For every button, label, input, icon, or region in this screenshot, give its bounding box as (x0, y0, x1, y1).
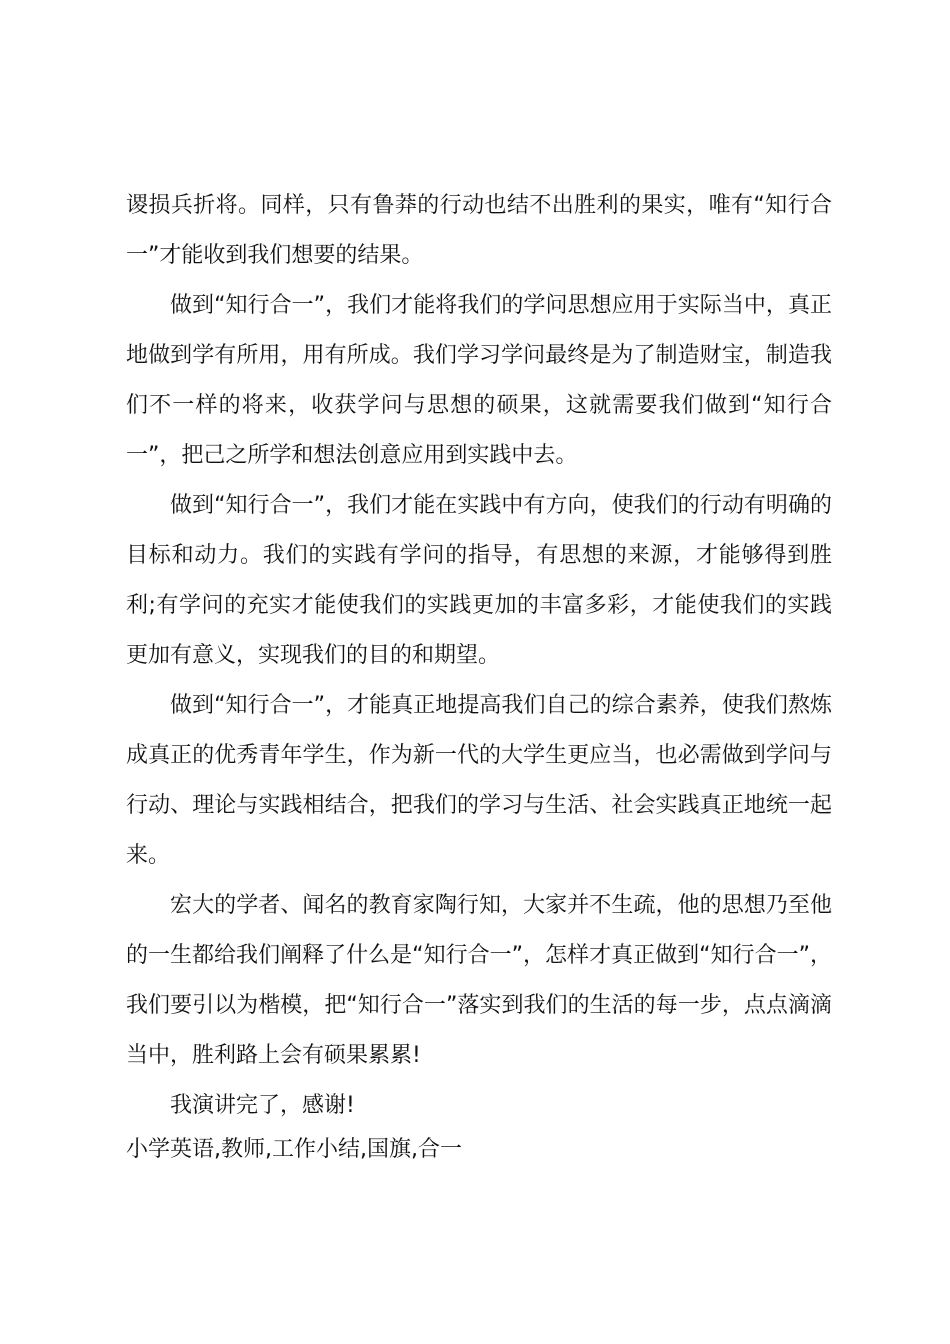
keywords-line: 小学英语,教师,工作小结,国旗,合一 (126, 1137, 462, 1162)
paragraph-continuation: 谡损兵折将。同样，只有鲁莽的行动也结不出胜利的果实，唯有“知行合一”才能收到我们想要的结果。 (126, 193, 832, 268)
document-body (126, 181, 832, 1131)
paragraph: 做到“知行合一”，我们才能将我们的学问思想应用于实际当中，真正地做到学有所用，用有所成。我们学习学问最终是为了制造财宝，制造我们不一样的将来，收获学问与思想的硕果，这就需要我们做到“知行合一”，把己之所学和想法创意应用到实践中去。 (126, 293, 832, 468)
paragraph: 做到“知行合一”，我们才能在实践中有方向，使我们的行动有明确的目标和动力。我们的实践有学问的指导，有思想的来源，才能够得到胜利;有学问的充实才能使我们的实践更加的丰富多彩，才能使我们的实践更加有意义，实现我们的目的和期望。 (126, 493, 832, 668)
paragraph: 做到“知行合一”，才能真正地提高我们自己的综合素养，使我们熬炼成真正的优秀青年学生，作为新一代的大学生更应当，也必需做到学问与行动、理论与实践相结合，把我们的学习与生活、社会实践真正地统一起来。 (126, 693, 832, 868)
closing-line: 我演讲完了，感谢! (170, 1093, 355, 1118)
paragraph: 宏大的学者、闻名的教育家陶行知，大家并不生疏，他的思想乃至他的一生都给我们阐释了什么是“知行合一”，怎样才真正做到“知行合一”，我们要引以为楷模，把“知行合一”落实到我们的生活的每一步，点点滴滴当中，胜利路上会有硕果累累! (126, 893, 832, 1068)
